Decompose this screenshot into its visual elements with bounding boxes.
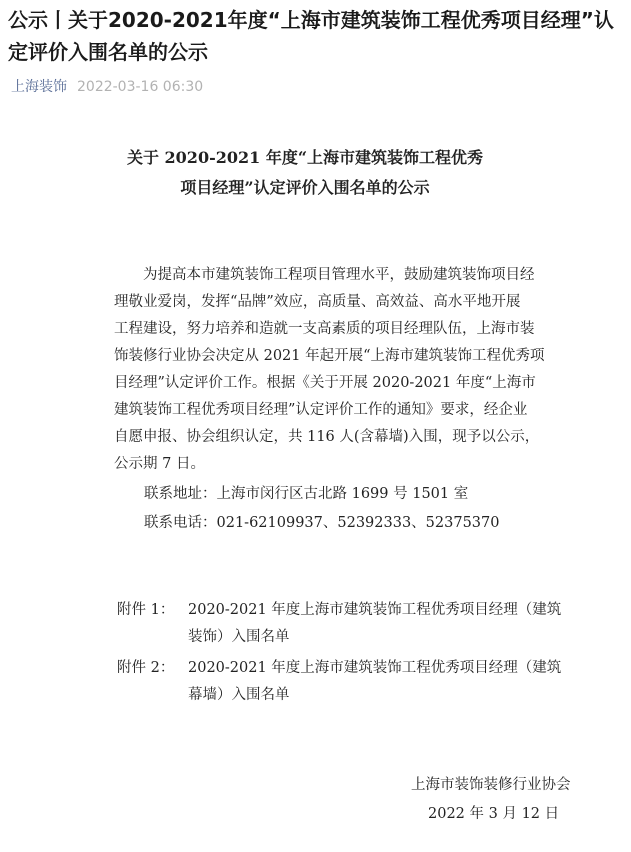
attachment-2-line-1: 2020-2021 年度上海市建筑装饰工程优秀项目经理（建筑 [188, 660, 562, 676]
attachment-1-label: 附件 1： [117, 602, 175, 618]
body-line: 自愿申报、协会组织认定，共 116 人(含幕墙)入围，现予以公示， [114, 429, 540, 445]
body-line: 目经理”认定评价工作。根据《关于开展 2020-2021 年度“上海市 [114, 375, 536, 391]
document-title-line-2: 项目经理”认定评价入围名单的公示 [180, 178, 430, 197]
contact-phone: 联系电话：021-62109937、52392333、52375370 [144, 515, 500, 531]
body-line: 饰装修行业协会决定从 2021 年起开展“上海市建筑装饰工程优秀项 [114, 348, 545, 364]
body-line: 建筑装饰工程优秀项目经理”认定评价工作的通知》要求，经企业 [114, 402, 528, 418]
document-title-line-1: 关于 2020-2021 年度“上海市建筑装饰工程优秀 [126, 148, 484, 167]
attachment-2-label: 附件 2： [117, 660, 175, 676]
signature-date: 2022 年 3 月 12 日 [428, 806, 560, 822]
attachment-2-line-2: 幕墙）入围名单 [188, 687, 290, 703]
body-line: 公示期 7 日。 [114, 456, 205, 472]
author-link[interactable]: 上海装饰 [11, 79, 67, 95]
body-line: 工程建设，努力培养和造就一支高素质的项目经理队伍，上海市装 [114, 321, 535, 337]
attachment-1-line-1: 2020-2021 年度上海市建筑装饰工程优秀项目经理（建筑 [188, 602, 562, 618]
article-meta [11, 77, 203, 97]
body-line: 理敬业爱岗，发挥“品牌”效应，高质量、高效益、高水平地开展 [114, 294, 521, 310]
body-line: 为提高本市建筑装饰工程项目管理水平，鼓励建筑装饰项目经 [143, 267, 535, 283]
article-title: 公示丨关于2020-2021年度“上海市建筑装饰工程优秀项目经理”认定评价入围名单的公示 [8, 8, 614, 64]
publish-date: 2022-03-16 06:30 [77, 79, 204, 95]
contact-address: 联系地址：上海市闵行区古北路 1699 号 1501 室 [144, 486, 469, 502]
attachment-1-line-2: 装饰）入围名单 [188, 629, 290, 645]
signature-organization: 上海市装饰装修行业协会 [411, 777, 571, 793]
